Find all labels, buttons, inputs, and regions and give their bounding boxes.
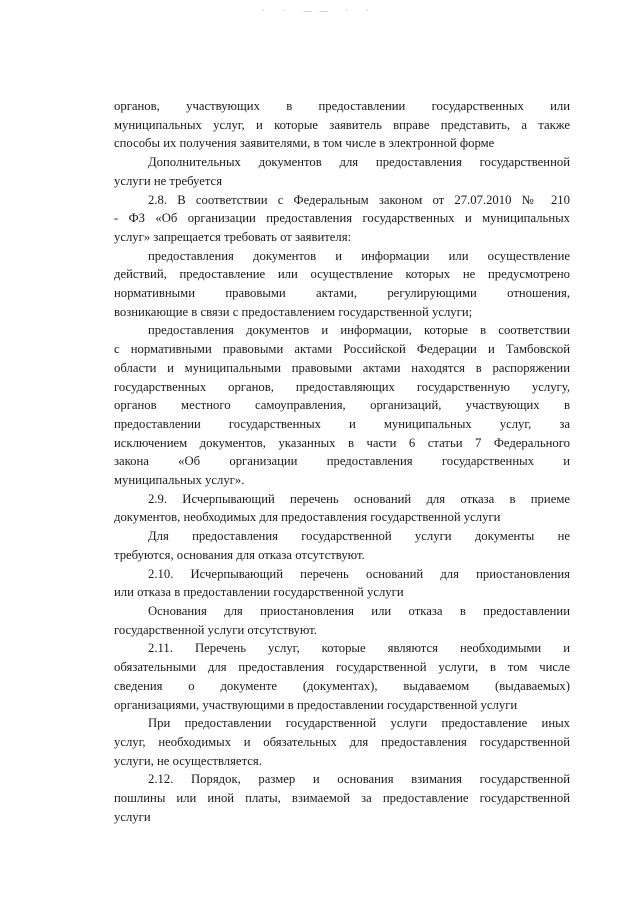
document-body <box>114 97 570 826</box>
text-line: 2.12. Порядок, размер и основания взимания государственной <box>148 772 570 787</box>
text-line: документов, необходимых для предоставления государственной услуги <box>114 510 501 525</box>
text-line: с нормативными правовыми актами Российской Федерации и Тамбовской <box>114 342 570 357</box>
text-line: нормативными правовыми актами, регулирующими отношения, <box>114 286 570 301</box>
text-line: 2.11. Перечень услуг, которые являются необходимыми и <box>148 641 570 656</box>
text-line: услуг» запрещается требовать от заявителя: <box>114 229 352 244</box>
text-line: услуги <box>114 809 151 824</box>
text-line: органов местного самоуправления, организаций, участвующих в <box>114 398 570 413</box>
text-line: требуются, основания для отказа отсутствуют. <box>114 547 365 562</box>
paragraph-additional-docs <box>114 153 570 190</box>
text-line: исключением документов, указанных в части 6 статьи 7 Федерального <box>114 435 570 450</box>
text-line: предоставления документов и информации или осуществление <box>148 248 570 263</box>
paragraph-2-12 <box>114 770 570 826</box>
paragraph-other-services <box>114 714 570 770</box>
paragraph-2-8 <box>114 191 570 247</box>
scan-artifact: · · —— · · <box>262 6 377 15</box>
text-line: 2.10. Исчерпывающий перечень оснований для приостановления <box>148 566 570 581</box>
text-line: организациями, участвующими в предоставлении государственной услуги <box>114 697 518 712</box>
text-line: государственных органов, предоставляющих государственную услугу, <box>114 379 570 394</box>
paragraph-provision-1 <box>114 247 570 322</box>
text-line: возникающие в связи с предоставлением государственной услуги; <box>114 304 473 319</box>
text-line: При предоставлении государственной услуги предоставление иных <box>148 716 570 731</box>
text-line: 2.8. В соответствии с Федеральным законом от 27.07.2010 № 210 <box>148 192 570 207</box>
text-line: действий, предоставление или осуществление которых не предусмотрено <box>114 267 570 282</box>
paragraph-2-10 <box>114 565 570 602</box>
paragraph-no-docs <box>114 527 570 564</box>
text-line: предоставлении государственных и муниципальных услуг, за <box>114 416 570 431</box>
text-line: Дополнительных документов для предоставления государственной <box>148 155 570 170</box>
text-line: муниципальных услуг». <box>114 473 245 488</box>
text-line: услуги не требуется <box>114 173 223 188</box>
text-line: услуги, не осуществляется. <box>114 753 262 768</box>
paragraph-continuation <box>114 97 570 153</box>
text-line: муниципальных услуг, и которые заявитель вправе представить, а также <box>114 117 570 132</box>
text-line: предоставления документов и информации, которые в соответствии <box>148 323 570 338</box>
paragraph-2-9 <box>114 490 570 527</box>
paragraph-2-11 <box>114 639 570 714</box>
text-line: пошлины или иной платы, взимаемой за предоставление государственной <box>114 791 570 806</box>
paragraph-no-grounds <box>114 602 570 639</box>
text-line: сведения о документе (документах), выдаваемом (выдаваемых) <box>114 678 570 693</box>
text-line: обязательными для предоставления государственной услуги, в том числе <box>114 660 570 675</box>
text-line: Основания для приостановления или отказа в предоставлении <box>148 603 570 618</box>
text-line: способы их получения заявителями, в том числе в электронной форме <box>114 136 495 151</box>
text-line: области и муниципальными правовыми актами находятся в распоряжении <box>114 360 570 375</box>
text-line: 2.9. Исчерпывающий перечень оснований для отказа в приеме <box>148 491 570 506</box>
text-line: Для предоставления государственной услуги документы не <box>148 529 570 544</box>
text-line: или отказа в предоставлении государственной услуги <box>114 585 404 600</box>
text-line: закона «Об организации предоставления государственных и <box>114 454 570 469</box>
text-line: государственной услуги отсутствуют. <box>114 622 317 637</box>
text-line: органов, участвующих в предоставлении государственных или <box>114 99 570 113</box>
text-line: - ФЗ «Об организации предоставления государственных и муниципальных <box>114 211 570 226</box>
text-line: услуг, необходимых и обязательных для предоставления государственной <box>114 734 570 749</box>
paragraph-provision-2 <box>114 321 570 489</box>
